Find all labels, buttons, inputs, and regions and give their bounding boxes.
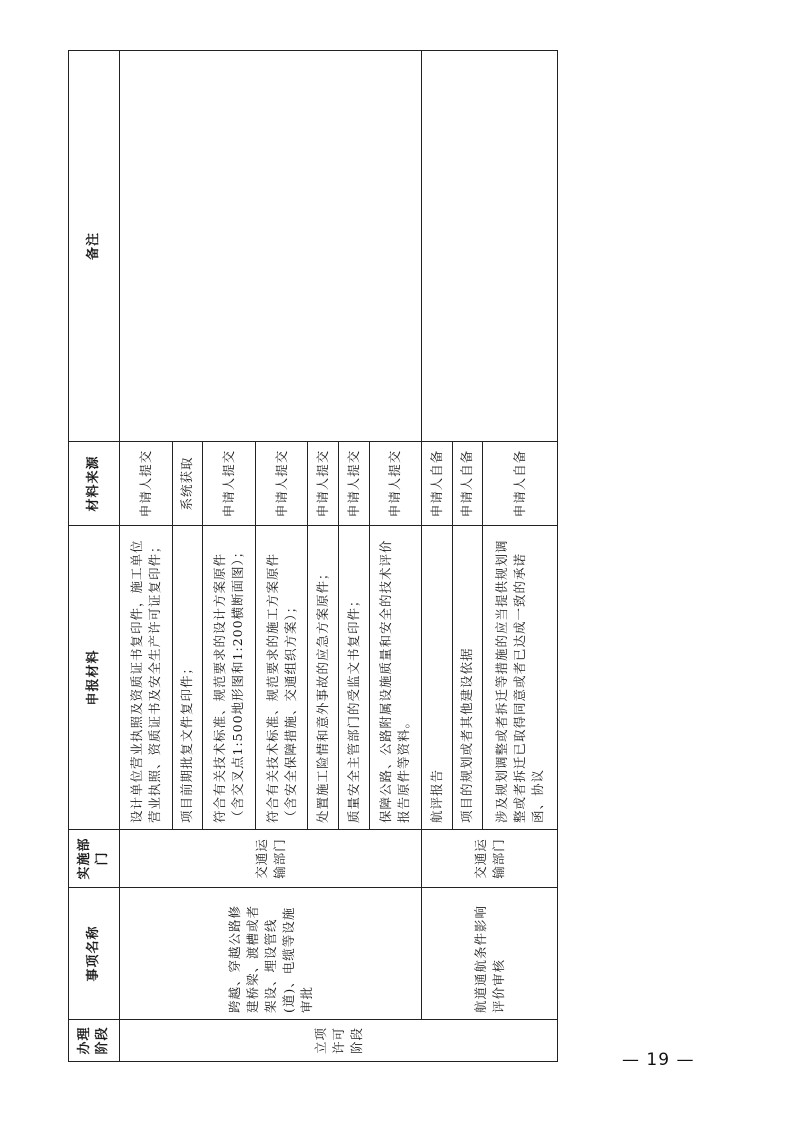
header-item: 事项名称 [69,888,120,1020]
source-cell: 申请人提交 [338,442,369,526]
rotated-table-container [68,50,558,1062]
table-header-row [69,51,120,1062]
item-name-cell: 跨越、穿越公路修建桥梁、渡槽或者架设、埋设管线(道)、电缆等设施审批 [120,888,422,1020]
material-cell: 保障公路、公路附属设施质量和安全的技术评价报告原件等资料。 [369,526,422,830]
source-cell: 申请人自备 [452,442,483,526]
page-number: — 19 — [622,1050,695,1070]
header-dept: 实施部门 [69,830,120,888]
stage-cell: 立项许可阶段 [120,1020,558,1062]
source-cell: 申请人提交 [120,442,173,526]
dept-cell: 交通运输部门 [422,830,558,888]
source-cell: 申请人自备 [422,442,453,526]
note-cell [120,51,422,442]
approval-table [68,50,558,1062]
header-note: 备注 [69,51,120,442]
material-cell: 处置施工险情和意外事故的应急方案原件； [308,526,339,830]
source-cell: 系统获取 [172,442,203,526]
material-cell: 涉及规划调整或者拆迁等措施的应当提供规划调整或者拆迁已取得同意或者已达成一致的承诺函、协议 [483,526,558,830]
source-cell: 申请人提交 [255,442,308,526]
source-cell: 申请人提交 [308,442,339,526]
material-cell: 质量安全主管部门的受监文书复印件； [338,526,369,830]
dept-cell: 交通运输部门 [120,830,422,888]
material-cell: 航评报告 [422,526,453,830]
source-cell: 申请人提交 [203,442,256,526]
note-cell [422,51,558,442]
item-name-cell: 航道通航条件影响评价审核 [422,888,558,1020]
material-cell: 设计单位营业执照及资质证书复印件，施工单位营业执照、资质证书及安全生产许可证复印件； [120,526,173,830]
material-cell: 项目的规划或者其他建设依据 [452,526,483,830]
table-row [120,51,173,1062]
table-row [422,51,453,1062]
source-cell: 申请人自备 [483,442,558,526]
material-cell: 符合有关技术标准、规范要求的设计方案原件（含交叉点1:500地形图和1:200横断面图）； [203,526,256,830]
source-cell: 申请人提交 [369,442,422,526]
material-cell: 项目前期批复文件复印件； [172,526,203,830]
header-materials: 申报材料 [69,526,120,830]
material-cell: 符合有关技术标准、规范要求的施工方案原件（含安全保障措施、交通组织方案）； [255,526,308,830]
header-stage: 办理阶段 [69,1020,120,1062]
header-source: 材料来源 [69,442,120,526]
